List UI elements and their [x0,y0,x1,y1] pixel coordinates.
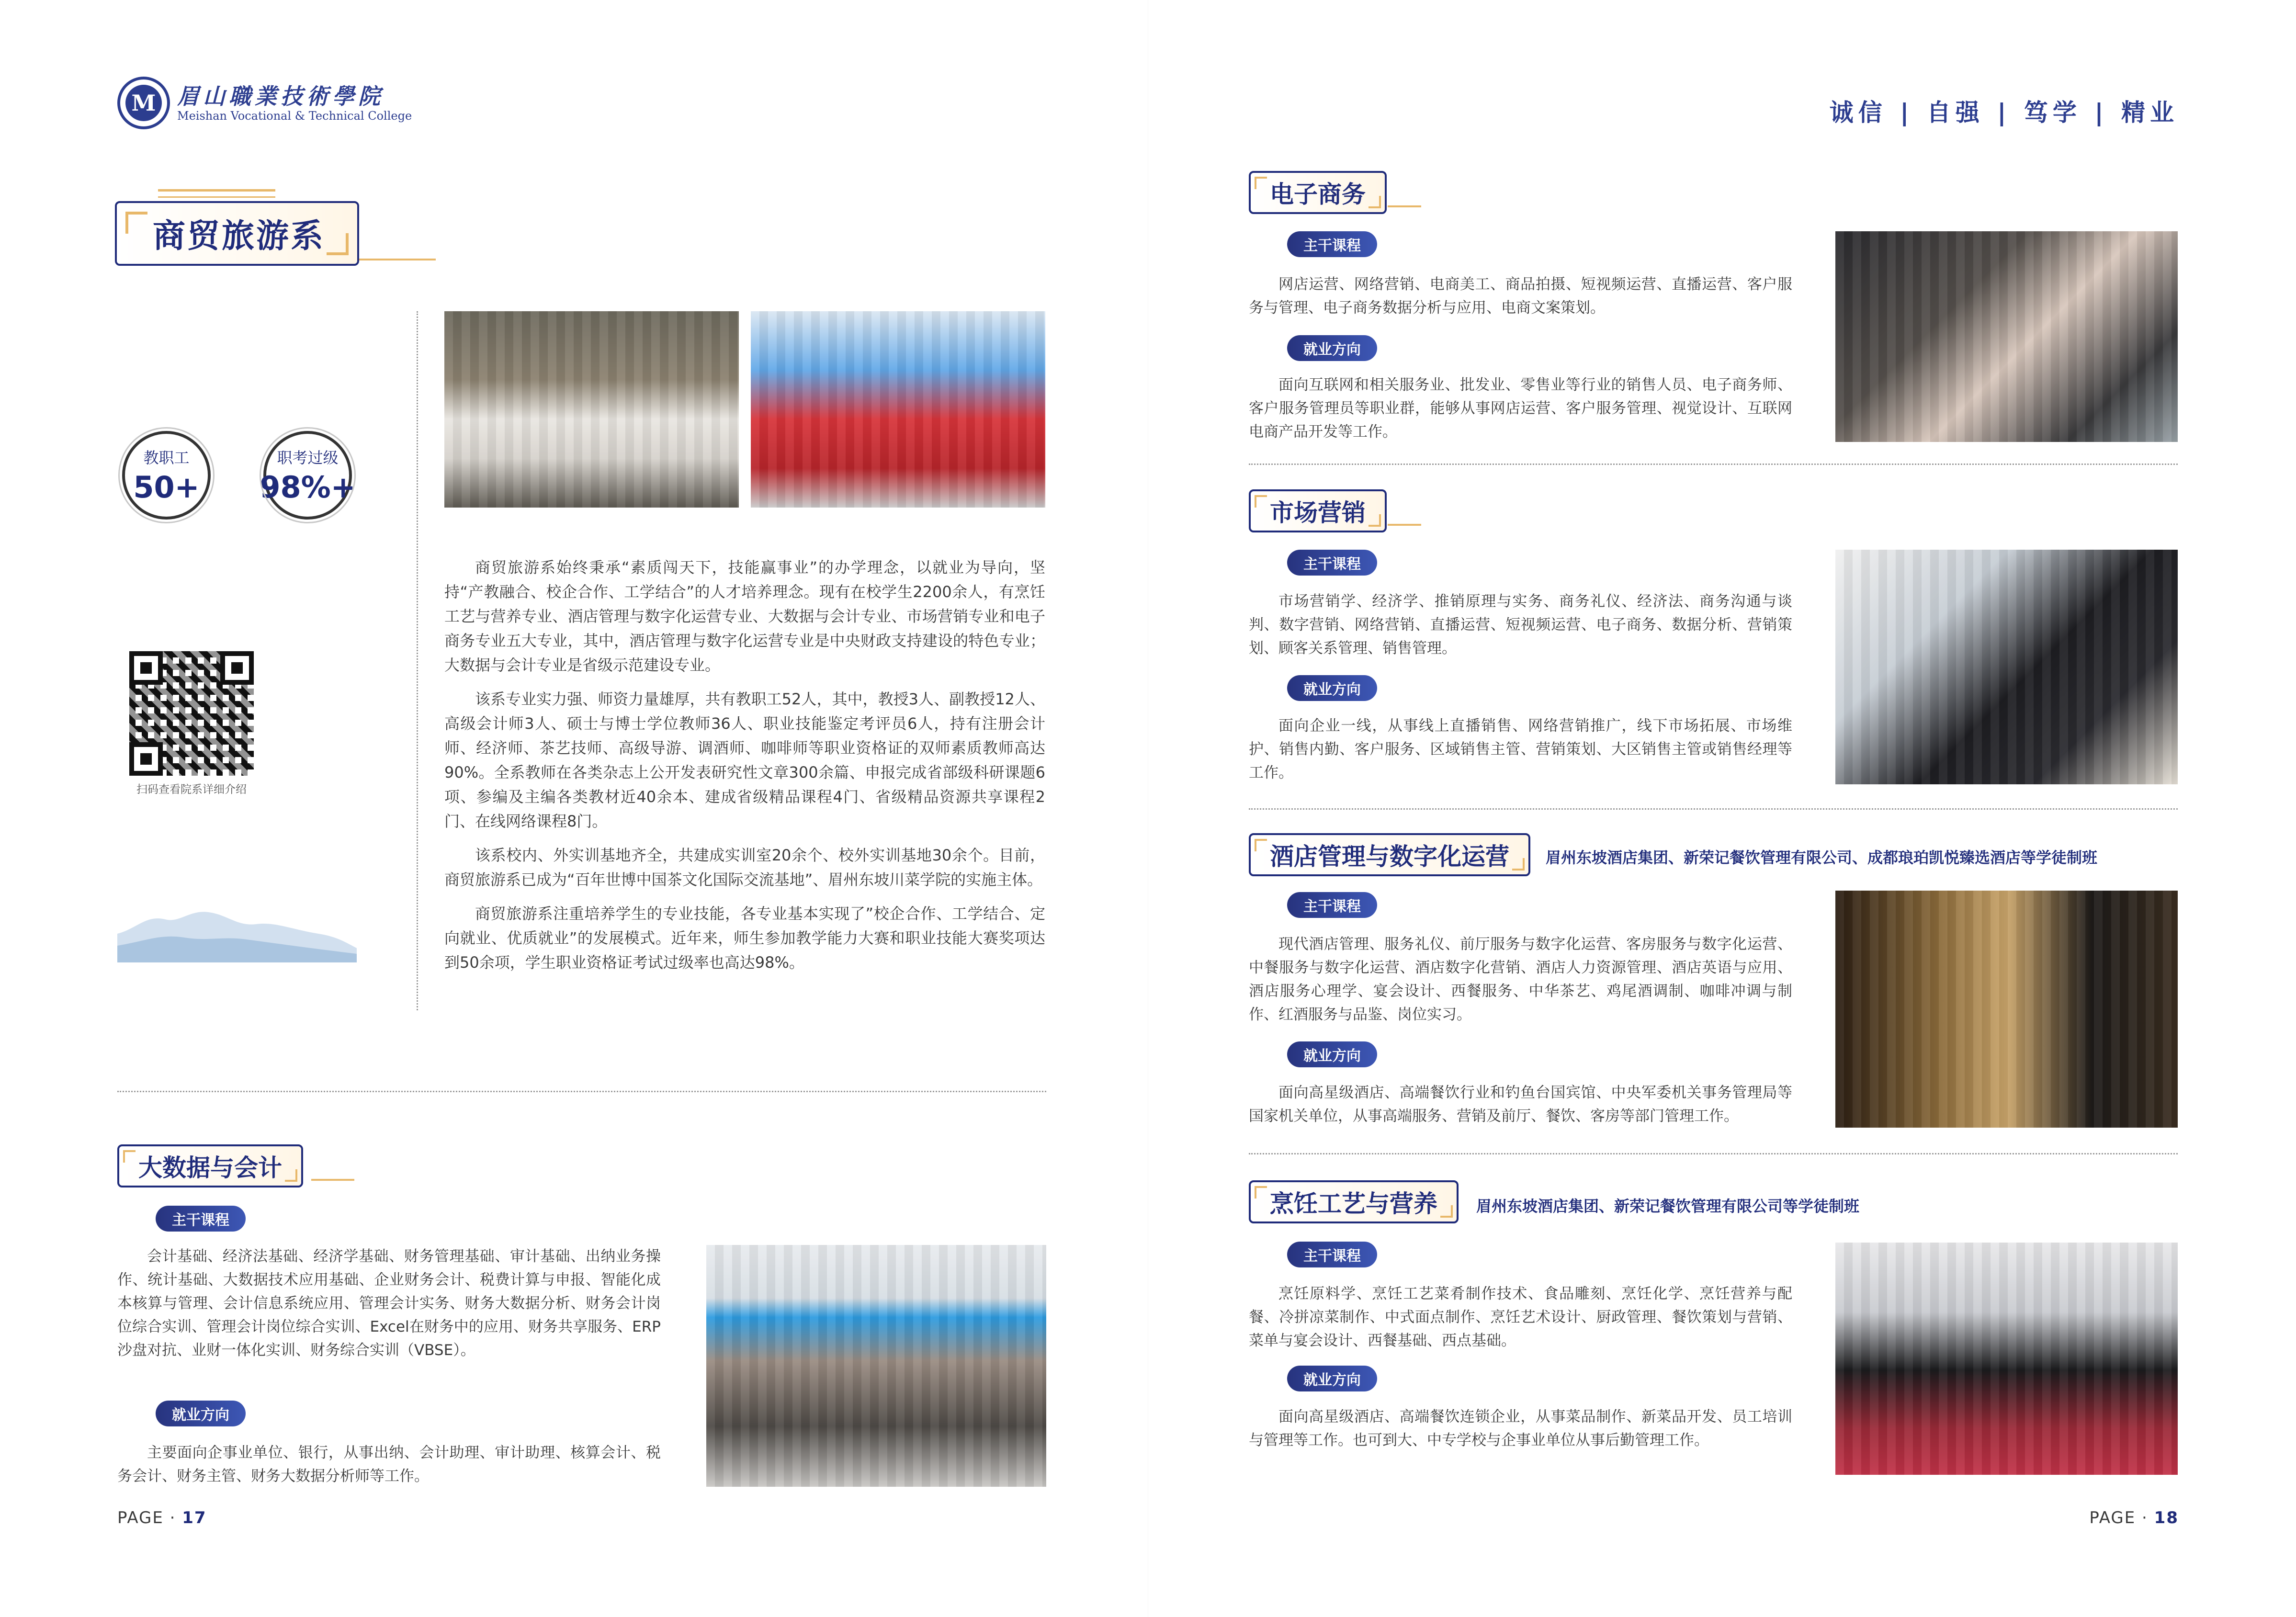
page-number-right [2089,1508,2179,1527]
college-logo-glyph: M [125,85,162,121]
photo-bigdata-group [706,1245,1046,1487]
photo-hotel-reception [1835,891,2178,1128]
pill-career-cooking: 就业方向 [1287,1366,1377,1391]
department-title: 商贸旅游系 [153,217,326,255]
college-logo [117,77,170,129]
page-label: PAGE · [2089,1508,2154,1527]
page-number: 17 [182,1508,207,1527]
qr-caption: 扫码查看院系详细介绍 [136,783,247,796]
section-divider [117,1091,1046,1092]
department-intro [444,555,1045,984]
section-underline [1388,205,1421,207]
title-ornament-line [359,259,436,260]
section-tag-bigdata [117,1144,303,1187]
pill-courses-cooking: 主干课程 [1287,1242,1377,1267]
section-partners-hotel: 眉州东坡酒店集团、新荣记餐饮管理有限公司、成都琅珀凯悦臻选酒店等学徒制班 [1546,848,2098,867]
section-tag-marketing [1249,489,1387,532]
college-motto: 诚信 | 自强 | 笃学 | 精业 [1829,99,2179,126]
section-title-bigdata: 大数据与会计 [138,1154,282,1182]
career-bigdata [117,1441,661,1488]
courses-cooking-text: 烹饪原料学、烹饪工艺菜肴制作技术、食品雕刻、烹饪化学、烹饪营养与配餐、冷拼凉菜制作、中式面点制作、烹饪艺术设计、厨政管理、餐饮策划与营销、菜单与宴会设计、西餐基础、西点基础。 [1249,1285,1792,1349]
section-tag-ecommerce [1249,171,1387,214]
pill-courses-bigdata: 主干课程 [156,1206,246,1232]
stat-pass-rate-label: 职考过级 [277,449,339,467]
section-divider [1249,808,2178,810]
courses-marketing [1249,590,1792,660]
stat-staff-label: 教职工 [143,449,190,467]
courses-ecommerce-text: 网店运营、网络营销、电商美工、商品拍摄、短视频运营、直播运营、客户服务与管理、电子商务数据分析与应用、电商文案策划。 [1249,276,1792,317]
right-page [1148,0,2296,1617]
section-partners-cooking: 眉州东坡酒店集团、新荣记餐饮管理有限公司等学徒制班 [1476,1197,1860,1215]
department-title-box [115,201,359,266]
mountain-illustration [117,900,357,962]
photo-department-group [444,311,739,508]
career-hotel [1249,1081,1792,1128]
section-title-marketing: 市场营销 [1270,499,1366,527]
career-bigdata-text: 主要面向企事业单位、银行，从事出纳、会计助理、审计助理、核算会计、税务会计、财务主管、财务大数据分析师等工作。 [117,1444,661,1485]
section-underline [1388,524,1421,526]
career-marketing [1249,714,1792,785]
college-name-cn: 眉山職業技術學院 [177,83,384,109]
section-tag-hotel [1249,833,1530,876]
section-divider [1249,464,2178,465]
section-title-cooking: 烹饪工艺与营养 [1270,1190,1437,1218]
pill-career-marketing: 就业方向 [1287,675,1377,701]
stat-staff-value: 50+ [133,470,200,505]
stat-staff [122,431,211,520]
pill-career-ecommerce: 就业方向 [1287,335,1377,361]
intro-paragraph: 商贸旅游系注重培养学生的专业技能，各专业基本实现了”校企合作、工学结合、定向就业、优质就业”的发展模式。近年来，师生参加教学能力大赛和职业技能大赛奖项达到50余项，学生职业资格证考试过级率也高达98%。 [444,905,1045,972]
courses-marketing-text: 市场营销学、经济学、推销原理与实务、商务礼仪、经济法、商务沟通与谈判、数字营销、网络营销、直播运营、短视频运营、电子商务、数据分析、营销策划、顾客关系管理、销售管理。 [1249,593,1792,657]
photo-marketing-students [1835,550,2178,784]
career-ecommerce-text: 面向互联网和相关服务业、批发业、零售业等行业的销售人员、电子商务师、客户服务管理员等职业群，能够从事网店运营、客户服务管理、视觉设计、互联网电商产品开发等工作。 [1249,376,1792,441]
intro-paragraph: 该系校内、外实训基地齐全，共建成实训室20余个、校外实训基地30余个。目前，商贸旅游系已成为“百年世博中国茶文化国际交流基地”、眉州东坡川菜学院的实施主体。 [444,846,1045,889]
section-divider [1249,1153,2178,1154]
vertical-divider [417,311,418,1010]
section-title-hotel: 酒店管理与数字化运营 [1270,843,1509,871]
stat-pass-rate [260,431,356,520]
stat-pass-rate-value: 98%+ [260,470,356,505]
qr-code[interactable] [129,651,254,776]
page-number: 18 [2154,1508,2179,1527]
courses-ecommerce [1249,273,1792,320]
intro-paragraph: 商贸旅游系始终秉承“素质闯天下，技能赢事业”的办学理念，以就业为导向，坚持“产教融合、校企合作、工学结合”的人才培养理念。现有在校学生2200余人，有烹饪工艺与营养专业、酒店管理与数字化运营专业、大数据与会计专业、市场营销专业和电子商务专业五大专业，其中，酒店管理与数字化运营专业是中央财政支持建设的特色专业；大数据与会计专业是省级示范建设专业。 [444,558,1045,674]
section-title-ecommerce: 电子商务 [1270,181,1366,208]
intro-paragraph: 该系专业实力强、师资力量雄厚，共有教职工52人，其中，教授3人、副教授12人、高级会计师3人、硕士与博士学位教师36人、职业技能鉴定考评员6人，持有注册会计师、经济师、茶艺技师、高级导游、调酒师、咖啡师等职业资格证的双师素质教师高达90%。全系教师在各类杂志上公开发表研究性文章300余篇、申报完成省部级科研课题6项、参编及主编各类教材近40余本、建成省级精品课程4门、省级精品资源共享课程2门、在线网络课程8门。 [444,690,1045,830]
page-label: PAGE · [117,1508,182,1527]
career-hotel-text: 面向高星级酒店、高端餐饮行业和钓鱼台国宾馆、中央军委机关事务管理局等国家机关单位，从事高端服务、营销及前厅、餐饮、客房等部门管理工作。 [1249,1084,1792,1125]
career-cooking [1249,1405,1792,1452]
section-underline [311,1179,354,1181]
career-ecommerce [1249,373,1792,444]
courses-bigdata [117,1245,661,1362]
page-number-left [117,1508,207,1527]
pill-career-hotel: 就业方向 [1287,1041,1377,1067]
pill-courses-hotel: 主干课程 [1287,892,1377,918]
college-name-en: Meishan Vocational & Technical College [177,109,412,123]
courses-bigdata-text: 会计基础、经济法基础、经济学基础、财务管理基础、审计基础、出纳业务操作、统计基础、大数据技术应用基础、企业财务会计、税费计算与申报、智能化成本核算与管理、会计信息系统应用、管理会计实务、财务大数据分析、财务会计岗位综合实训、管理会计岗位综合实训、Excel在财务中的应用、财务共享服务、ERP沙盘对抗、业财一体化实训、财务综合实训（VBSE）。 [117,1248,661,1359]
courses-hotel-text: 现代酒店管理、服务礼仪、前厅服务与数字化运营、客房服务与数字化运营、中餐服务与数字化运营、酒店数字化营销、酒店人力资源管理、酒店英语与应用、酒店服务心理学、宴会设计、西餐服务、中华茶艺、鸡尾酒调制、咖啡冲调与制作、红酒服务与品鉴、岗位实习。 [1249,936,1792,1023]
career-cooking-text: 面向高星级酒店、高端餐饮连锁企业，从事菜品制作、新菜品开发、员工培训与管理等工作。也可到大、中专学校与企事业单位从事后勤管理工作。 [1249,1408,1792,1449]
photo-student-event [751,311,1045,508]
title-ornament [158,189,275,198]
courses-hotel [1249,933,1792,1027]
section-tag-cooking [1249,1180,1459,1223]
photo-ecommerce-livestream [1835,231,2178,442]
photo-chefs-team [1835,1243,2178,1475]
pill-courses-ecommerce: 主干课程 [1287,231,1377,257]
career-marketing-text: 面向企业一线，从事线上直播销售、网络营销推广，线下市场拓展、市场维护、销售内勤、客户服务、区域销售主管、营销策划、大区销售主管或销售经理等工作。 [1249,717,1792,781]
pill-career-bigdata: 就业方向 [156,1401,246,1426]
courses-cooking [1249,1282,1792,1353]
pill-courses-marketing: 主干课程 [1287,550,1377,576]
